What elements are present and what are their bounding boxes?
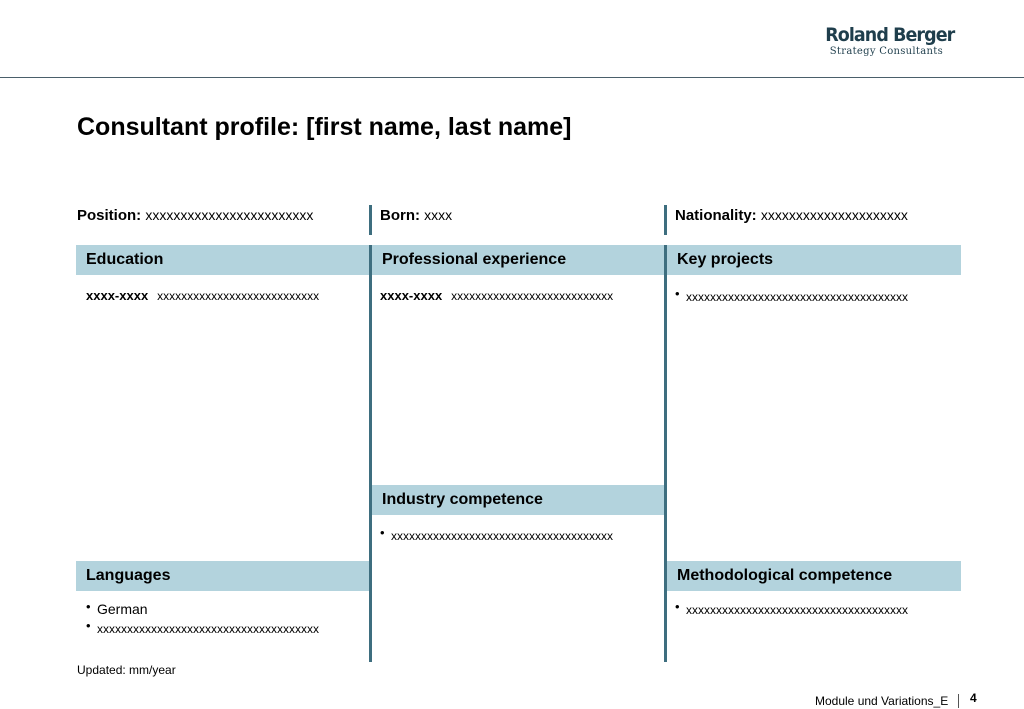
key-projects-text: xxxxxxxxxxxxxxxxxxxxxxxxxxxxxxxxxxxxx <box>686 290 908 304</box>
language-text-2: xxxxxxxxxxxxxxxxxxxxxxxxxxxxxxxxxxxxx <box>97 622 319 636</box>
industry-item <box>380 525 613 543</box>
position-value: xxxxxxxxxxxxxxxxxxxxxxxx <box>145 207 314 223</box>
nationality-value: xxxxxxxxxxxxxxxxxxxxx <box>760 207 908 223</box>
info-divider-1 <box>369 205 372 235</box>
page-separator <box>958 694 959 708</box>
nationality-field <box>675 207 908 224</box>
education-text: xxxxxxxxxxxxxxxxxxxxxxxxxxx <box>157 289 320 303</box>
education-year: xxxx-xxxx <box>86 288 149 303</box>
brand-tagline: Strategy Consultants <box>829 46 943 57</box>
key-projects-item <box>675 286 908 304</box>
bullet-icon: • <box>675 599 680 614</box>
language-text-1: German <box>97 601 148 617</box>
position-label: Position: <box>77 207 142 224</box>
industry-header: Industry competence <box>372 485 664 515</box>
page-title: Consultant profile: [first name, last name] <box>77 113 572 141</box>
bullet-icon: • <box>86 618 91 633</box>
education-entry <box>86 288 319 303</box>
languages-item-2 <box>86 618 319 636</box>
column-divider-1 <box>369 245 372 662</box>
professional-year: xxxx-xxxx <box>380 288 443 303</box>
professional-header: Professional experience <box>372 245 664 275</box>
methodological-header: Methodological competence <box>667 561 961 591</box>
bullet-icon: • <box>675 286 680 301</box>
brand-logo: Roland Berger <box>824 24 954 46</box>
professional-text: xxxxxxxxxxxxxxxxxxxxxxxxxxx <box>451 289 614 303</box>
professional-entry <box>380 288 613 303</box>
methodological-text: xxxxxxxxxxxxxxxxxxxxxxxxxxxxxxxxxxxxx <box>686 603 908 617</box>
languages-item-1 <box>86 601 148 617</box>
languages-header: Languages <box>76 561 369 591</box>
key-projects-header: Key projects <box>667 245 961 275</box>
born-label: Born: <box>380 207 420 224</box>
column-divider-2 <box>664 245 667 662</box>
position-field <box>77 207 313 224</box>
page-number: 4 <box>970 691 977 705</box>
nationality-label: Nationality: <box>675 207 757 224</box>
info-divider-2 <box>664 205 667 235</box>
module-label: Module und Variations_E <box>815 694 949 708</box>
born-value: xxxx <box>424 207 453 223</box>
education-header: Education <box>76 245 369 275</box>
updated-note: Updated: mm/year <box>77 663 176 677</box>
bullet-icon: • <box>380 525 385 540</box>
bullet-icon: • <box>86 599 91 614</box>
methodological-item <box>675 599 908 617</box>
born-field <box>380 207 452 224</box>
header-divider <box>0 77 1024 78</box>
industry-text: xxxxxxxxxxxxxxxxxxxxxxxxxxxxxxxxxxxxx <box>391 529 613 543</box>
